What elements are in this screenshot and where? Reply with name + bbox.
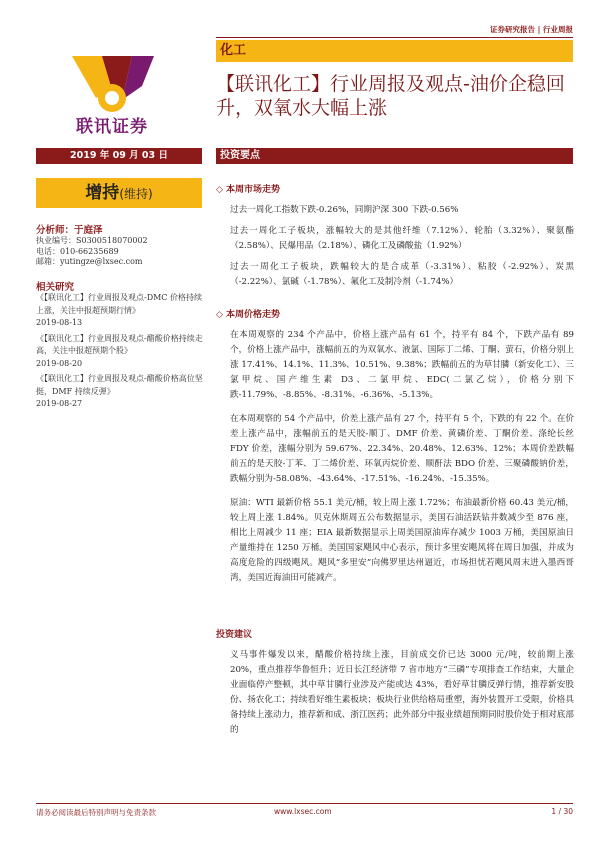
market-trend-body — [230, 203, 574, 296]
rating-label: 增持 — [85, 183, 120, 203]
paragraph: 原油：WTI 最新价格 55.1 美元/桶，较上周上涨 1.72%；布油最新价格 60.43 美元/桶，较上周上涨 1.84%。贝克休斯周五公布数据显示，美国石油活跃钻井数减少至 876 座，相比上周减少 11 座；EIA 最新数据显示上周美国原油库存减少 1003 万桶，美国原油日产量维持在 1250 万桶。美国国家飓风中心表示，预计多里安飓风将在周日加强，并成为高度危险的四级飓风。飓风“多里安”向佛罗里达州逼近，市场担忧若飓风周末进入墨西哥湾，美国近海油田可能减产。 — [230, 498, 574, 583]
market-trend-heading: ◇ 本周市场走势 — [216, 185, 281, 195]
report-type: 证券研究报告 | 行业周报 — [490, 25, 573, 34]
section-title: 投资要点 — [216, 148, 573, 164]
company-logo — [58, 46, 166, 142]
paragraph: 义马事件爆发以来，醋酸价格持续上涨，目前成交价已达 3000 元/吨，较前期上涨 20%，重点推荐华鲁恒升；近日长江经济带 7 省市地方“三磷”专项排查工作结束，大量企业面临停产整顿，其中草甘膦行业涉及产能或达 43%，看好草甘膦反弹行情，推荐新安股份、扬农化工；持续看好维生素板块；板块行业供给格局重塑，海外装置开工受限，价格具备持续上涨动力，推荐新和成、浙江医药；此外部分中报业绩超预期同时股价处于相对底部的 — [230, 650, 574, 735]
related-date: 2019-08-20 — [36, 358, 83, 368]
price-trend-heading: ◇ 本周价格走势 — [216, 310, 281, 320]
logo-text: 联讯证券 — [76, 117, 148, 137]
paragraph: 过去一周化工子板块，跌幅较大的是合成革（-3.31%）、粘胶（-2.92%）、炭黑（-2.22%）、氯碱（-1.78%）、氟化工及制冷剂（-1.74%） — [230, 262, 574, 287]
rating-status: (维持) — [119, 187, 153, 201]
footer-disclaimer[interactable]: 请务必阅读最后特别声明与免责条款 — [36, 808, 156, 817]
analyst-license: 执业编号：S0300518070002 — [36, 236, 148, 245]
analyst-phone: 电话：010-66235689 — [36, 246, 119, 256]
footer-divider — [36, 803, 573, 804]
footer-website[interactable]: www.lxsec.com — [274, 807, 332, 816]
related-research-heading: 相关研究 — [36, 282, 75, 293]
investment-advice-body — [230, 648, 574, 738]
paragraph: 在本周观察的 234 个产品中，价格上涨产品有 61 个，持平有 84 个，下跌产品有 89 个，价格上涨产品中，涨幅前五的为双氧水、液氯、国际丁二烯、丁酮、萤石，价格分别上涨 17.41%、14.1%、11.3%、10.51%、9.38%；跌幅前五的为草甘膦（新安化工）、三氯甲烷、国产维生素 D3、二氯甲烷、EDC(二氯乙烷），价格分别下跌-11.79%、-8.85%、-8.31%、-6.36%、-5.13%。 — [230, 330, 574, 400]
page-number: 1 / 30 — [551, 807, 573, 816]
related-item[interactable]: 《【联讯化工】行业周报及观点-DMC 价格持续上涨，关注中报超预期行情》 — [36, 293, 202, 315]
paragraph: 过去一周化工子板块，涨幅较大的是其他纤维（7.12%）、轮胎（3.32%）、聚氨酯（2.58%）、民爆用品（2.18%）、磷化工及磷酸盐（1.92%） — [230, 226, 574, 251]
related-date: 2019-08-13 — [36, 318, 83, 327]
rating-box — [36, 178, 202, 208]
industry-category: 化工 — [216, 40, 573, 62]
related-item[interactable]: 《【联讯化工】行业周报及观点-醋酸价格持续走高，关注中报超预期个股》 — [36, 333, 203, 355]
analyst-email[interactable]: 邮箱：yutingze@lxsec.com — [36, 257, 143, 266]
paragraph: 过去一周化工指数下跌-0.26%，同期沪深 300 下跌-0.56% — [230, 205, 459, 215]
report-title: 【联讯化工】行业周报及观点-油价企稳回升，双氧水大幅上涨 — [216, 73, 565, 119]
investment-advice-heading: 投资建议 — [216, 630, 253, 640]
price-trend-body — [230, 328, 574, 595]
related-item[interactable]: 《【联讯化工】行业周报及观点-醋酸价格高位坚挺，DMF 持续反弹》 — [36, 374, 203, 396]
header-divider — [216, 37, 573, 38]
report-date: 2019 年 09 月 03 日 — [36, 148, 202, 164]
analyst-name: 分析师：于庭泽 — [36, 225, 103, 236]
related-date: 2019-08-27 — [36, 399, 83, 408]
paragraph: 在本周观察的 54 个产品中，价差上涨产品有 27 个，持平有 5 个，下跌的有 22 个。在价差上涨产品中，涨幅前五的是天胶-顺丁、DMF 价差、黄磷价差、丁酮价差、涤纶长丝 FDY 价差，涨幅分别为 59.67%、22.34%、20.48%、12.63%、12%；本周价差跌幅前五的是天胶-丁苯、丁二烯价差、环氧丙烷价差、顺酐法 BDO 价差、三聚磷酸钠价差，跌幅分别为-58.08%、-43.64%、-17.51%、-16.24%、-15.35%。 — [230, 414, 574, 484]
related-research-list — [36, 292, 204, 414]
analyst-contact — [36, 236, 148, 268]
